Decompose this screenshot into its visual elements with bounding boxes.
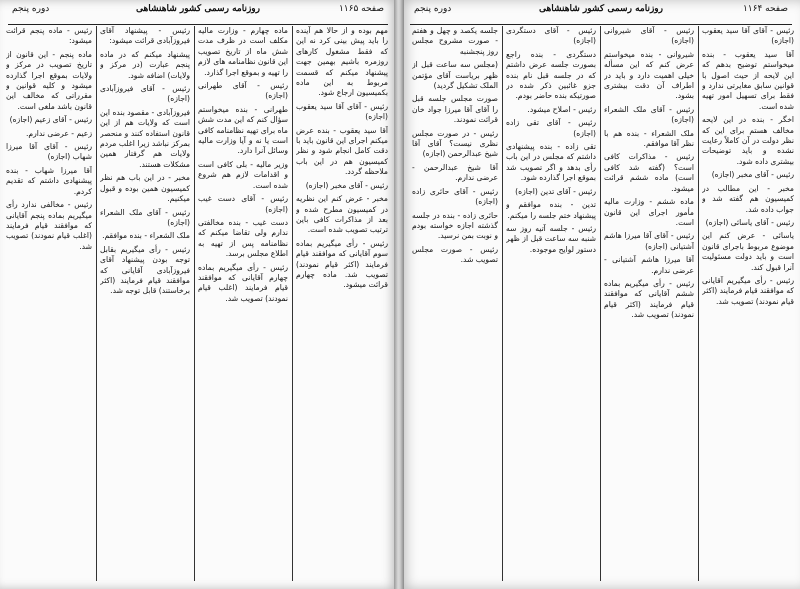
right-header-session: دوره پنجم	[414, 4, 452, 14]
column-divider	[96, 26, 97, 581]
paragraph: رئیس - صورت مجلس تصویب شد.	[412, 244, 498, 265]
paragraph: رئیس - اصلاح میشود.	[527, 104, 596, 114]
paragraph: رئیس - مذاکرات کافی است؟ (گفته شد کافی است) ماده ششم قرائت میشود.	[604, 152, 694, 193]
right-header-page-number: صفحه ۱۱۶۴	[742, 4, 788, 14]
left-header-page-number: صفحه ۱۱۶۵	[338, 4, 384, 14]
paragraph: رئیس - رأی میگیریم بقابل توجه بودن پیشنهاد آقای فیروزآبادی آقایانی که موافقند قیام فرمایند (اکثر برخاستند) قابل توجه شد.	[100, 244, 190, 296]
paragraph: رئیس - مخالفی ندارد رأی میگیریم بماده پنجم آقایانی که موافقند قیام فرمایند (اغلب قیام نمودند) تصویب شد.	[6, 200, 92, 251]
paragraph: رئیس - آقای تقی زاده (اجازه)	[506, 118, 596, 138]
paragraph: رئیس - آقای مخبر (اجازه)	[305, 180, 388, 190]
paragraph: دستگردی - بنده راجع بصورت جلسه عرض داشتم که در جلسه قبل نام بنده جزو غائبین ذکر شده در صورتیکه بنده حاضر بودم.	[506, 49, 596, 101]
paragraph: تدین - بنده موافقم و پیشنهاد ختم جلسه را میکنم.	[506, 200, 596, 220]
left-header-session: دوره پنجم	[12, 4, 50, 14]
paragraph: رئیس - آقای آقا میرزا هاشم آشتیانی (اجازه)	[604, 231, 694, 251]
paragraph: وزیر مالیه - بلی کافی است و اقدامات لازم هم شروع شده است.	[198, 159, 288, 190]
left-page-header	[8, 4, 388, 22]
paragraph: رئیس - آقای مخبر (اجازه)	[711, 170, 794, 180]
paragraph: طهرانی - بنده میخواستم سؤال کنم که این مدت شش ماه برای تهیه نظامنامه کافی است یا نه و آیا وزارت مالیه وسائل آنرا دارد.	[198, 104, 288, 156]
right-column-1	[702, 26, 794, 581]
paragraph: مهم بوده و از حالا هم آینده را باید پیش بینی کرد نه این که فقط مشغول کارهای روزمره باشیم بهمین جهت پیشنهاد میکنم که قسمت مربوط به این ماده بکمیسیون ارجاع شود.	[296, 26, 388, 98]
column-divider	[502, 26, 503, 581]
left-column-1	[296, 26, 388, 581]
paragraph: رئیس - آقای ملک الشعراء (اجازه)	[100, 207, 190, 227]
paragraph: رئیس - رأی میگیریم بماده ششم آقایانی که موافقند قیام فرمایند (اکثر قیام نمودند) تصویب شد.	[604, 278, 694, 320]
paragraph: ملک الشعراء - بنده هم با نظر آقا موافقم.	[604, 128, 694, 149]
left-page	[0, 0, 398, 589]
right-column-3	[506, 26, 596, 581]
paragraph: رئیس - آقای طهرانی (اجازه)	[198, 81, 288, 101]
paragraph: رئیس - آقای دستگردی (اجازه)	[506, 26, 596, 46]
paragraph: رئیس - آقای آقا سید یعقوب (اجازه)	[296, 101, 388, 122]
column-divider	[194, 26, 195, 581]
book-gutter	[394, 0, 404, 589]
paragraph: اخگر - بنده در این لایحه مخالف هستم برای این که نظر دولت در آن کاملاً رعایت نشده و باید توضیحات بیشتری داده شود.	[702, 115, 794, 166]
paragraph: شیروانی - بنده میخواستم عرض کنم که این مسأله خیلی اهمیت دارد و باید در اطراف آن دقت بیشتری بشود.	[604, 49, 694, 101]
paragraph: رئیس - رأی میگیریم آقایانی که موافقند قیام فرمایند (اکثر قیام نمودند) تصویب شد.	[702, 275, 794, 306]
right-header-title: روزنامه رسمی کشور شاهنشاهی	[539, 4, 663, 14]
paragraph: مخبر - عرض کنم این نظریه در کمیسیون مطرح شده و بعد از مذاکرات کافی باین ترتیب تصویب شده است.	[296, 194, 388, 235]
paragraph: رئیس - آقای آقا سید یعقوب (اجازه)	[702, 26, 794, 46]
column-divider	[292, 26, 293, 581]
paragraph: ماده ششم - وزارت مالیه مأمور اجرای این قانون است.	[604, 197, 694, 227]
paragraph: مخبر - در این باب هم نظر کمیسیون همین بوده و قبول میکنیم.	[100, 173, 190, 204]
paragraph: جلسه یکصد و چهل و هفتم - صورت مشروح مجلس روز پنجشنبه	[412, 26, 498, 56]
paragraph: رئیس - در صورت مجلس نظری نیست؟ آقای آقا شیخ عبدالرحمن (اجازه)	[412, 128, 498, 159]
paragraph: رئیس - آقای دست غیب (اجازه)	[198, 194, 288, 214]
paragraph: رئیس - ماده پنجم قرائت میشود:	[6, 26, 92, 46]
paragraph: فیروزآبادی - مقصود بنده این است که ولایات هم از این قانون استفاده کنند و منحصر بمرکز نباشد زیرا اغلب مردم ولایات هم گرفتار همین مشکلات هستند.	[100, 107, 190, 169]
left-column-2	[198, 26, 288, 581]
paragraph: صورت مجلس جلسه قبل را آقای آقا میرزا جواد خان قرائت نمودند.	[412, 94, 498, 125]
left-header-title: روزنامه رسمی کشور شاهنشاهی	[136, 4, 260, 14]
paragraph: تقی زاده - بنده پیشنهادی داشتم که مجلس در این باب رأی بدهد و اگر تصویب شد بموقع اجرا گذارده شود.	[506, 142, 596, 183]
right-column-2	[604, 26, 694, 581]
paragraph: آقا سید یعقوب - بنده عرض میکنم اجرای این قانون باید با دقت کامل انجام شود و نظر کمیسیون هم در این باب ملاحظه گردد.	[296, 125, 388, 177]
paragraph: مخبر - این مطالب در کمیسیون هم گفته شد و جواب داده شد.	[702, 183, 794, 214]
paragraph: ماده چهارم - وزارت مالیه مکلف است در ظرف مدت شش ماه از تاریخ تصویب این قانون نظامنامه های لازم را تهیه و بموقع اجرا گذارد.	[198, 26, 288, 77]
paragraph: رئیس - آقای تدین (اجازه)	[515, 186, 596, 196]
paragraph: (مجلس سه ساعت قبل از ظهر بریاست آقای مؤتمن الملک تشکیل گردید)	[412, 60, 498, 91]
paragraph: ملک الشعراء - بنده موافقم.	[102, 231, 190, 241]
left-column-3	[100, 26, 190, 581]
paragraph: آقا سید یعقوب - بنده میخواستم توضیح بدهم که این لایحه از حیث اصول با قوانین سابق مغایرتی ندارد و فقط برای تسهیل امور تهیه شده است.	[702, 49, 794, 111]
paragraph: رئیس - آقای ملک الشعراء (اجازه)	[604, 104, 694, 125]
paragraph: رئیس - آقای فیروزآبادی (اجازه)	[100, 84, 190, 104]
paragraph: رئیس - پیشنهاد آقای فیروزآبادی قرائت میشود:	[100, 26, 190, 46]
column-divider	[600, 26, 601, 581]
right-page-header	[410, 4, 792, 22]
paragraph: ماده پنجم - این قانون از تاریخ تصویب در مرکز و ولایات بموقع اجرا گذارده میشود و کلیه قوانین و مقرراتی که مخالف این قانون باشد ملغی است.	[6, 49, 92, 111]
left-column-4	[6, 26, 92, 581]
paragraph: رئیس - جلسه آتیه روز سه شنبه سه ساعت قبل از ظهر دستور لوایح موجوده.	[506, 223, 596, 254]
paragraph: رئیس - آقای حائری زاده (اجازه)	[412, 186, 498, 207]
column-divider	[698, 26, 699, 581]
paragraph: رئیس - آقای شیروانی (اجازه)	[604, 26, 694, 46]
paragraph: زعیم - عرضی ندارم.	[25, 128, 92, 138]
right-column-4	[412, 26, 498, 581]
paragraph: آقا میرزا شهاب - بنده پیشنهادی داشتم که تقدیم کردم.	[6, 165, 92, 196]
paragraph: آقا میرزا هاشم آشتیانی - عرضی ندارم.	[604, 255, 694, 275]
paragraph: رئیس - رأی میگیریم بماده چهارم آقایانی که موافقند قیام فرمایند (اغلب قیام نمودند) تصویب شد.	[198, 262, 288, 303]
paragraph: رئیس - آقای آقا میرزا شهاب (اجازه)	[6, 142, 92, 162]
paragraph: رئیس - رأی میگیریم بماده سوم آقایانی که موافقند قیام فرمایند (اکثر قیام نمودند) تصویب شد. ماده چهارم قرائت میشود.	[296, 238, 388, 290]
paragraph: پیشنهاد میکنم که در ماده پنجم عبارت (در مرکز و ولایات) اضافه شود.	[100, 49, 190, 80]
paragraph: دست غیب - بنده مخالفتی ندارم ولی تقاضا میکنم که نظامنامه پس از تهیه به اطلاع مجلس برسد.	[198, 217, 288, 259]
right-page	[398, 0, 800, 589]
paragraph: آقا شیخ عبدالرحمن - عرضی ندارم.	[412, 162, 498, 183]
paragraph: یاسائی - عرض کنم این موضوع مربوط باجرای قانون است و باید دولت مسئولیت آنرا قبول کند.	[702, 231, 794, 272]
paragraph: رئیس - آقای زعیم (اجازه)	[9, 115, 92, 125]
paragraph: حائری زاده - بنده در جلسه گذشته اجازه خواسته بودم و نوبت بمن نرسید.	[412, 210, 498, 241]
paragraph: رئیس - آقای یاسائی (اجازه)	[705, 217, 794, 227]
